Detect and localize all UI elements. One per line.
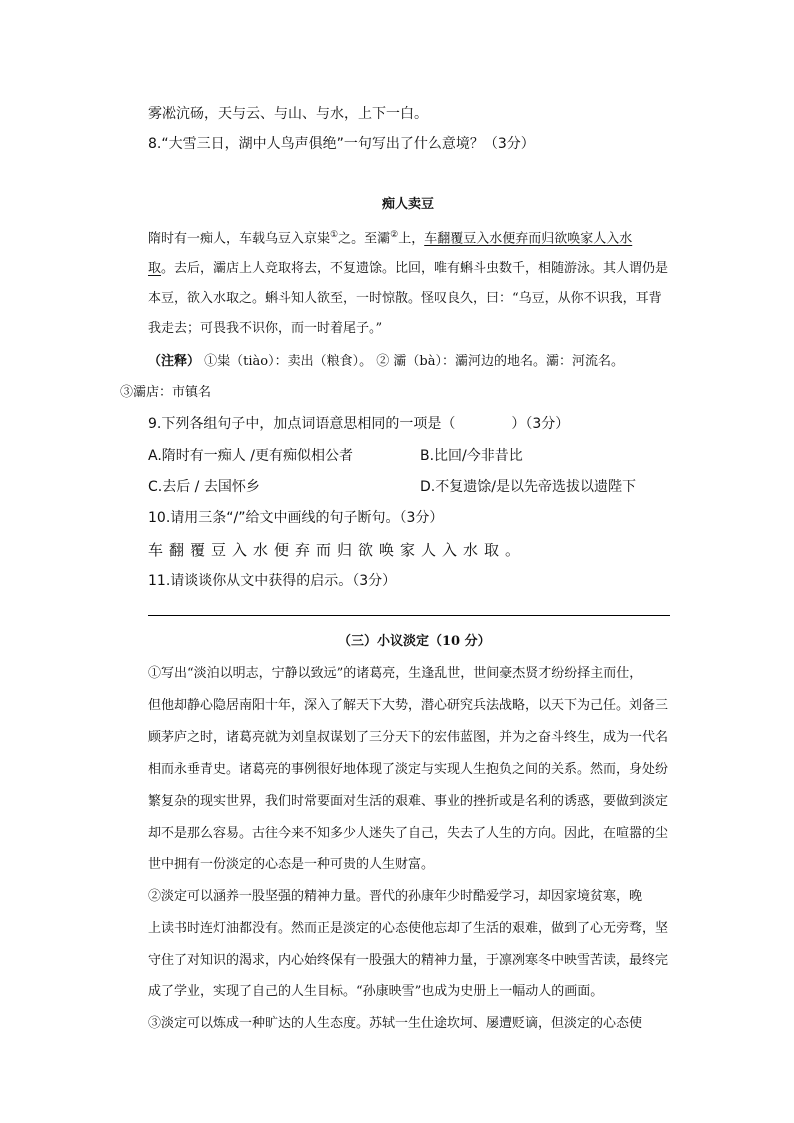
- essay-line: 成了学业，实现了自己的人生目标。“孙康映雪”也成为史册上一幅动人的画面。: [148, 984, 604, 999]
- notes-line-1: [148, 352, 624, 372]
- essay-line: 守住了对知识的渴求，内心始终保有一股强大的精神力量，于凛冽寒冬中映雪苦读，最终完: [148, 953, 669, 968]
- passage-title: 痴人卖豆: [382, 197, 435, 212]
- essay-line: 却不是那么容易。古往今来不知多少人迷失了自己，失去了人生的方向。因此，在喧嚣的尘: [148, 826, 669, 841]
- question-9: 9.下列各组句子中，加点词语意思相同的一项是（ ）（3分）: [148, 416, 570, 432]
- notes-text: ①粜（tiào）：卖出（粮食）。 ② 灞（bà）：灞河边的地名。灞：河流名。: [204, 354, 624, 369]
- underlined-sentence: 车翻覆豆入水便弃而归欲唤家人入水: [424, 231, 633, 247]
- passage-line-2: [148, 259, 668, 279]
- poem-continuation: 雾凇沆砀，天与云、与山、与水，上下一白。: [148, 106, 428, 122]
- essay-line: ②淡定可以涵养一股坚强的精神力量。晋代的孙康年少时酷爱学习，却因家境贫寒，晚: [148, 889, 643, 904]
- essay-line: ①写出“淡泊以明志，宁静以致远”的诸葛亮，生逢乱世，世间豪杰贤才纷纷择主而仕，: [148, 666, 643, 681]
- section-title: （三）小议淡定（10 分）: [338, 634, 491, 649]
- essay-line: 但他却静心隐居南阳十年，深入了解天下大势，潜心研究兵法战略，以天下为己任。刘备三: [148, 698, 669, 713]
- essay-line: 相而永垂青史。诸葛亮的事例很好地体现了淡定与实现人生抱负之间的关系。然而，身处纷: [148, 762, 669, 777]
- option-b: B.比回/今非昔比: [420, 448, 523, 464]
- essay-line: 世中拥有一份淡定的心态是一种可贵的人生财富。: [148, 857, 435, 872]
- notes-line-2: ③灞店：市镇名: [120, 385, 212, 400]
- question-8: 8.“大雪三日，湖中人鸟声俱绝”一句写出了什么意境？（3分）: [148, 136, 535, 152]
- passage-text: 之。至灞: [338, 231, 391, 247]
- underlined-sentence-end: 取: [148, 261, 162, 276]
- passage-line-1: [148, 225, 632, 249]
- essay-line: 上读书时连灯油都没有。然而正是淡定的心态使他忘却了生活的艰难，做到了心无旁骛，坚: [148, 921, 669, 936]
- footnote-marker: ②: [390, 230, 399, 240]
- option-d: D.不复遗馀/是以先帝选拔以遗陛下: [420, 479, 636, 495]
- notes-label: （注释）: [148, 354, 201, 369]
- passage-text: 上，: [398, 231, 425, 247]
- passage-line-3: 本豆，欲入水取之。蝌斗知人欲至，一时惊散。怪叹良久，曰：“乌豆，从你不识我，耳背: [148, 291, 662, 306]
- answer-line: [148, 615, 670, 616]
- sentence-to-segment: 车翻覆豆入水便弃而归欲唤家人入水取。: [148, 541, 527, 559]
- essay-line: 繁复杂的现实世界，我们时常要面对生活的艰难、事业的挫折或是名利的诱惑，要做到淡定: [148, 794, 669, 809]
- passage-text: 隋时有一痴人，车载乌豆入京粜: [148, 231, 331, 247]
- option-a: A.隋时有一痴人 /更有痴似相公者: [148, 448, 353, 464]
- passage-text: 。去后，灞店上人竞取将去，不复遗馀。比回，唯有蝌斗虫数千，相随游泳。其人谓仍是: [161, 261, 669, 276]
- option-c: C.去后 / 去国怀乡: [148, 479, 260, 495]
- question-10: 10.请用三条“/”给文中画线的句子断句。（3分）: [148, 510, 444, 526]
- question-11: 11.请谈谈你从文中获得的启示。（3分）: [148, 573, 397, 589]
- essay-line: 顾茅庐之时，诸葛亮就为刘皇叔谋划了三分天下的宏伟蓝图，并为之奋斗终生，成为一代名: [148, 730, 669, 745]
- passage-line-4: 我走去；可畏我不识你，而一时着尾子。”: [148, 321, 383, 336]
- footnote-marker: ①: [330, 230, 339, 240]
- essay-line: ③淡定可以炼成一种旷达的人生态度。苏轼一生仕途坎坷、屡遭贬谪，但淡定的心态使: [148, 1016, 643, 1031]
